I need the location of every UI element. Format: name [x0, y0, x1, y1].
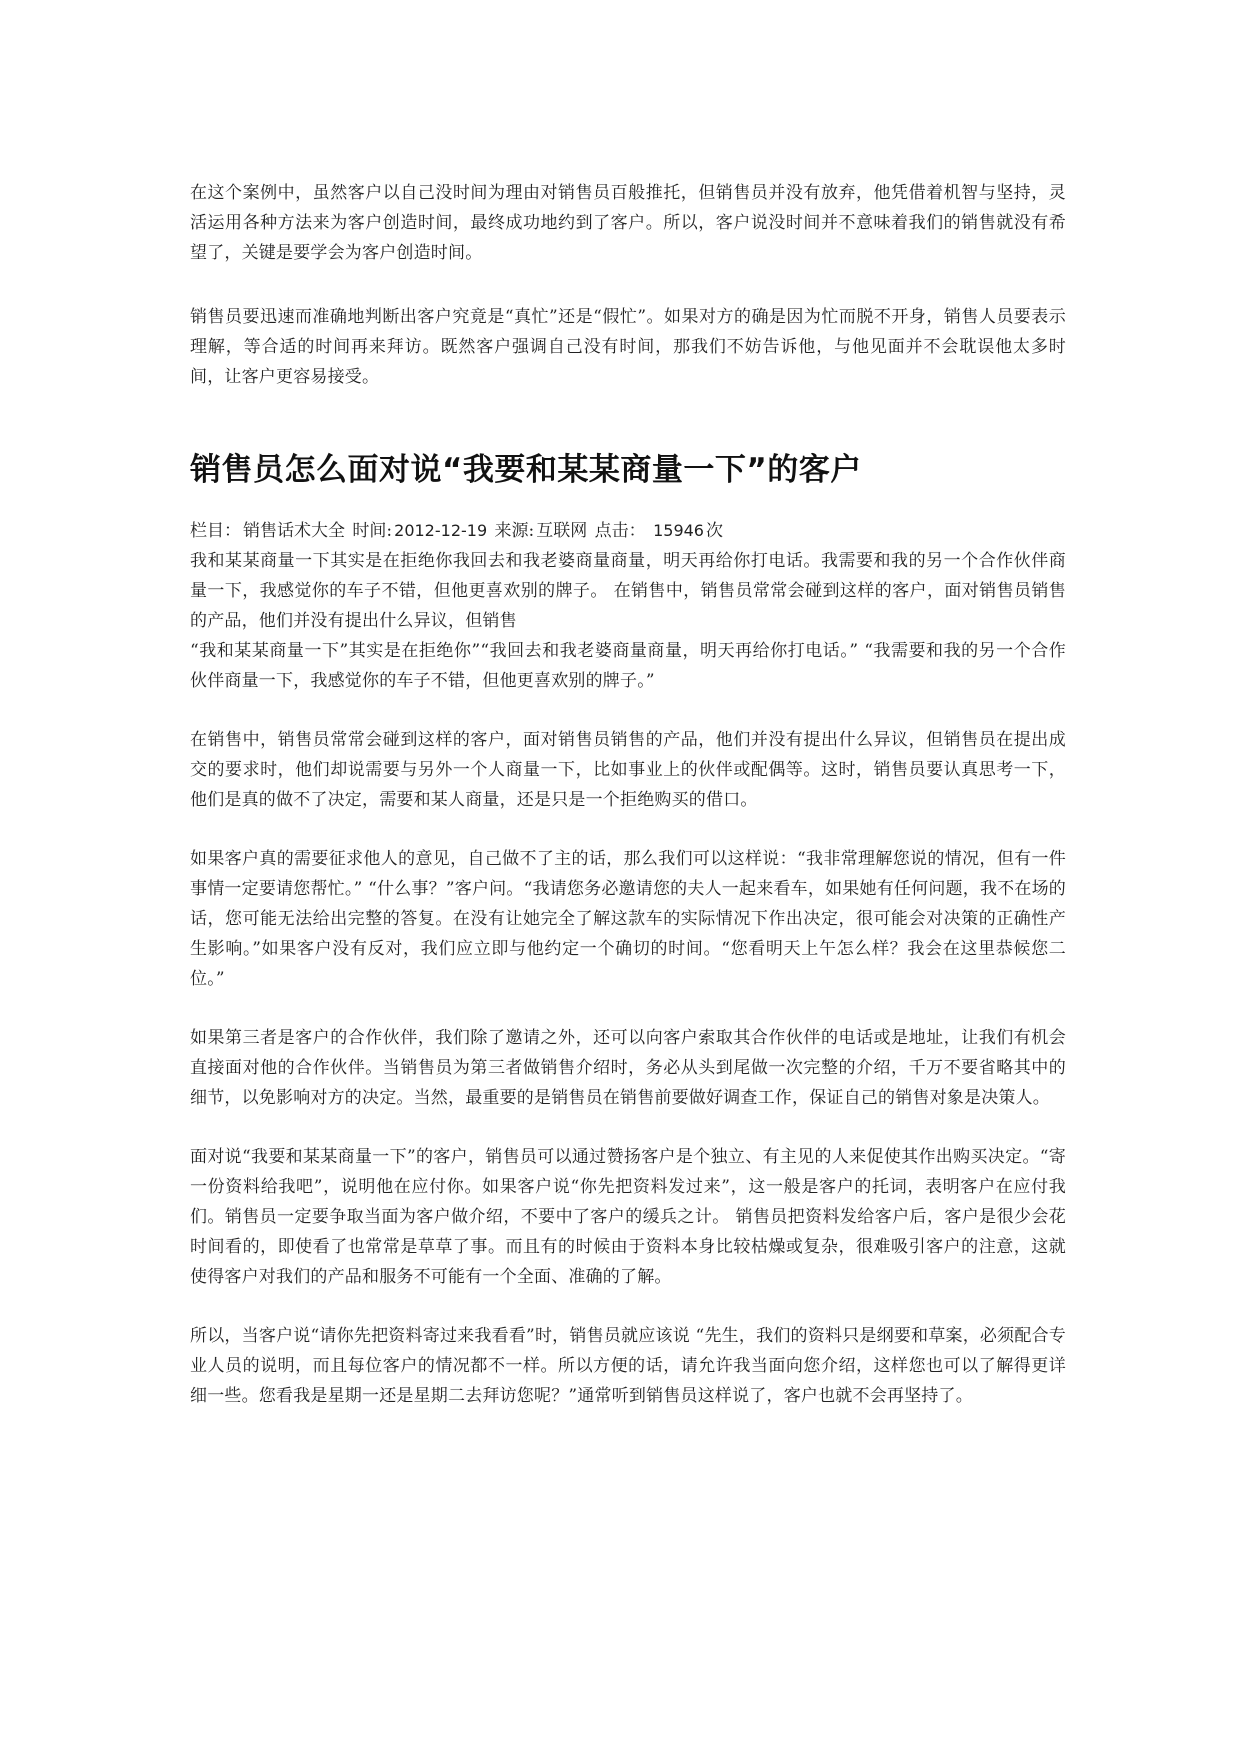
clicks-label: 点击：: [594, 521, 646, 541]
article-paragraph-6: 面对说“我要和某某商量一下”的客户，销售员可以通过赞扬客户是个独立、有主见的人来促使其作出购买决定。“寄一份资料给我吧”，说明他在应付你。如果客户说“你先把资料发过来”，这一般是客户的托词，表明客户在应付我们。销售员一定要争取当面为客户做介绍，不要中了客户的缓兵之计。 销售员把资料发给客户后，客户是很少会花时间看的，即使看了也常常是草草了事。而且有的时候由于资料本身比较枯燥或复杂，很难吸引客户的注意，这就使得客户对我们的产品和服务不可能有一个全面、准确的了解。: [190, 1147, 1066, 1287]
intro-paragraph-1: 在这个案例中，虽然客户以自己没时间为理由对销售员百般推托，但销售员并没有放弃，他凭借着机智与坚持，灵活运用各种方法来为客户创造时间，最终成功地约到了客户。所以，客户说没时间并不意味着我们的销售就没有希望了，关键是要学会为客户创造时间。: [190, 183, 1066, 263]
clicks-value: 15946: [653, 521, 704, 540]
article-paragraph-3: 在销售中，销售员常常会碰到这样的客户，面对销售员销售的产品，他们并没有提出什么异议，但销售员在提出成交的要求时，他们却说需要与另外一个人商量一下，比如事业上的伙伴或配偶等。这时，销售员要认真思考一下，他们是真的做不了决定，需要和某人商量，还是只是一个拒绝购买的借口。: [190, 730, 1066, 810]
document-page: [190, 178, 1066, 1411]
source-label: 来源:: [494, 521, 535, 541]
article-lead: 我和某某商量一下其实是在拒绝你我回去和我老婆商量商量，明天再给你打电话。我需要和我的另一个合作伙伴商量一下，我感觉你的车子不错，但他更喜欢别的牌子。 在销售中，销售员常常会碰到这样的客户，面对销售员销售的产品，他们并没有提出什么异议，但销售: [190, 551, 1066, 631]
column-label: 栏目：: [190, 521, 241, 541]
time-label: 时间:: [352, 521, 393, 541]
article-title: 销售员怎么面对说“我要和某某商量一下”的客户: [190, 452, 862, 488]
article-paragraph-5: 如果第三者是客户的合作伙伴，我们除了邀请之外，还可以向客户索取其合作伙伴的电话或是地址，让我们有机会直接面对他的合作伙伴。当销售员为第三者做销售介绍时，务必从头到尾做一次完整的介绍，千万不要省略其中的细节，以免影响对方的决定。当然，最重要的是销售员在销售前要做好调查工作，保证自己的销售对象是决策人。: [190, 1028, 1066, 1108]
column-link[interactable]: 销售话术大全: [243, 521, 345, 541]
article-lead-quote: “我和某某商量一下”其实是在拒绝你”“我回去和我老婆商量商量，明天再给你打电话。” “我需要和我的另一个合作伙伴商量一下，我感觉你的车子不错，但他更喜欢别的牌子。”: [190, 641, 1066, 691]
clicks-unit: 次: [705, 521, 723, 541]
source-value: 互联网: [536, 521, 588, 541]
article-paragraph-7: 所以，当客户说“请你先把资料寄过来我看看”时，销售员就应该说 “先生，我们的资料只是纲要和草案，必须配合专业人员的说明，而且每位客户的情况都不一样。所以方便的话，请允许我当面向您介绍，这样您也可以了解得更详细一些。您看我是星期一还是星期二去拜访您呢？”通常听到销售员这样说了，客户也就不会再坚持了。: [190, 1326, 1066, 1406]
time-value: 2012-12-19: [394, 521, 488, 540]
article-paragraph-4: 如果客户真的需要征求他人的意见，自己做不了主的话，那么我们可以这样说：“我非常理解您说的情况，但有一件事情一定要请您帮忙。” “什么事？”客户问。“我请您务必邀请您的夫人一起来看车，如果她有任何问题，我不在场的话，您可能无法给出完整的答复。在没有让她完全了解这款车的实际情况下作出决定，很可能会对决策的正确性产生影响。”如果客户没有反对，我们应立即与他约定一个确切的时间。“您看明天上午怎么样？我会在这里恭候您二位。”: [190, 849, 1066, 989]
intro-paragraph-2: 销售员要迅速而准确地判断出客户究竟是“真忙”还是“假忙”。如果对方的确是因为忙而脱不开身，销售人员要表示理解，等合适的时间再来拜访。既然客户强调自己没有时间，那我们不妨告诉他，与他见面并不会耽误他太多时间，让客户更容易接受。: [190, 307, 1066, 387]
article-meta: [190, 516, 1066, 546]
